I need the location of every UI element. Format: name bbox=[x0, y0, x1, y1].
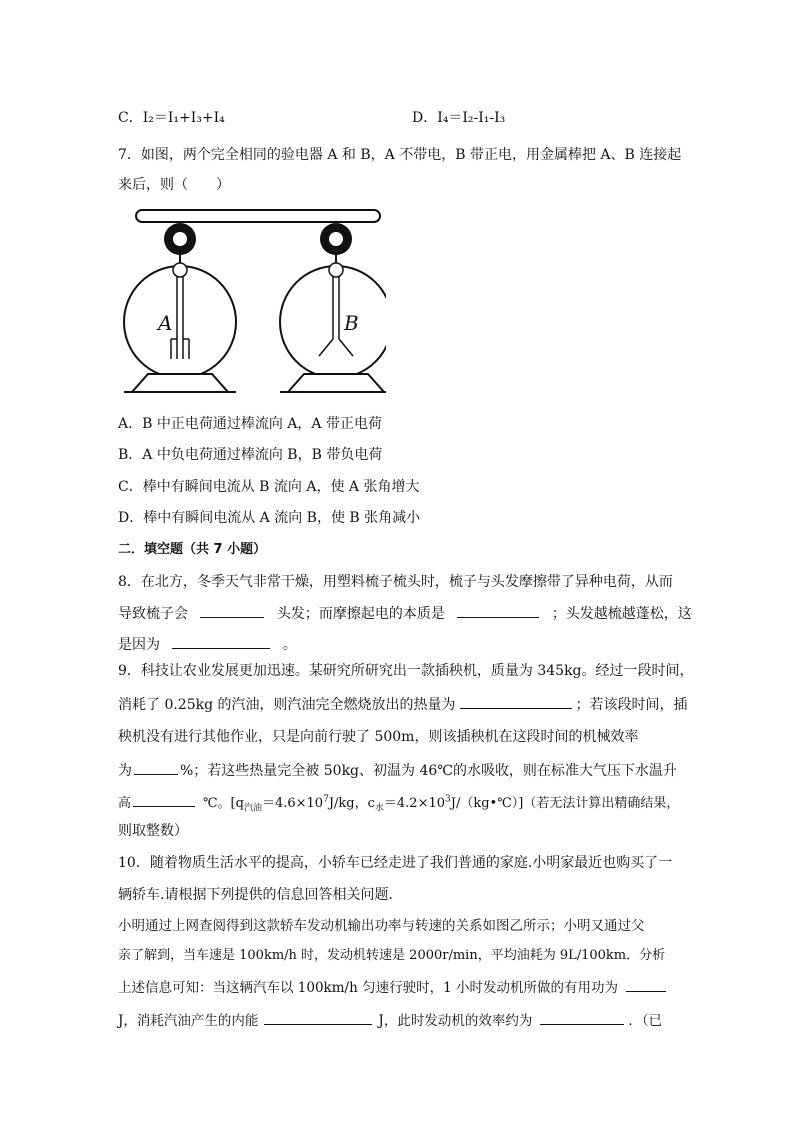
q9-line5 bbox=[118, 792, 679, 814]
q10-text-d: ．（已 bbox=[628, 1013, 663, 1029]
q9-line4 bbox=[118, 760, 677, 781]
q7-option-a: A．B 中正电荷通过棒流向 A，A 带正电荷 bbox=[118, 416, 382, 432]
q10-blank-1[interactable] bbox=[626, 977, 666, 992]
q9-text-b: ；若该段时间，插 bbox=[575, 697, 688, 713]
q9-sup-1: 7 bbox=[323, 794, 329, 805]
q8-text-b: 头发；而摩擦起电的本质是 bbox=[276, 606, 445, 622]
q9-blank-2[interactable] bbox=[134, 760, 178, 775]
q7-option-d: D．棒中有瞬间电流从 A 流向 B，使 B 张角减小 bbox=[118, 510, 421, 526]
q10-line1: 10．随着物质生活水平的提高，小轿车已经走进了我们普通的家庭.小明家最近也购买了一 bbox=[118, 855, 673, 871]
q8-line1: 8．在北方，冬季天气非常干燥，用塑料梳子梳头时，梳子与头发摩擦带了异种电荷，从而 bbox=[118, 574, 673, 590]
q7-option-c: C．棒中有瞬间电流从 B 流向 A，使 A 张角增大 bbox=[118, 479, 420, 495]
q10-text-a: 上述信息可知：当这辆汽车以 100km/h 匀速行驶时，1 小时发动机所做的有用功为 bbox=[118, 980, 618, 996]
q7-stem-line1: 7．如图，两个完全相同的验电器 A 和 B，A 不带电，B 带正电，用金属棒把 A、B 连接起 bbox=[118, 147, 682, 163]
electroscope-b bbox=[280, 223, 386, 392]
q10-line4: 亲了解到，当车速是 100km/h 时，发动机转速是 2000r/min，平均油耗为 9L/100km．分析 bbox=[118, 948, 666, 963]
q9-text-f: ℃。[q bbox=[203, 796, 244, 811]
q9-blank-1[interactable] bbox=[460, 694, 572, 709]
option-d-prev: D．I₄＝I₂-I₁-I₃ bbox=[412, 110, 506, 126]
q8-blank-3[interactable] bbox=[172, 634, 270, 649]
q9-line3: 秧机没有进行其他作业，只是向前行驶了 500m，则该插秧机在这段时间的机械效率 bbox=[118, 729, 639, 745]
option-c-prev: C．I₂＝I₁+I₃+I₄ bbox=[118, 110, 225, 126]
q10-line5 bbox=[118, 977, 666, 998]
label-a: A bbox=[158, 311, 173, 335]
q10-text-b: J，消耗汽油产生的内能 bbox=[118, 1013, 259, 1029]
q9-text-g: ＝4.6×10 bbox=[261, 796, 324, 811]
metal-rod bbox=[136, 210, 380, 222]
electroscope-a bbox=[124, 223, 236, 392]
q9-sub-2: 水 bbox=[374, 803, 384, 814]
q8-text-a: 导致梳子会 bbox=[118, 606, 188, 622]
q10-line3: 小明通过上网查阅得到这款轿车发动机输出功率与转速的关系如图乙所示；小明又通过父 bbox=[118, 918, 645, 934]
q7-stem-line2: 来后，则（ ） bbox=[118, 177, 230, 193]
q8-blank-1[interactable] bbox=[200, 603, 264, 618]
q9-sub-1: 汽油 bbox=[243, 803, 262, 814]
section-title: 二．填空题（共 7 小题） bbox=[118, 542, 267, 557]
q9-line1: 9．科技让农业发展更加迅速。某研究所研究出一款插秧机，质量为 345kg。经过一段时间， bbox=[118, 663, 694, 679]
q10-blank-3[interactable] bbox=[540, 1010, 624, 1025]
q9-text-i: ＝4.2×10 bbox=[383, 796, 446, 811]
q9-text-c: 为 bbox=[118, 763, 132, 779]
q9-line2 bbox=[118, 694, 688, 715]
q7-option-b: B．A 中负电荷通过棒流向 B，B 带负电荷 bbox=[118, 447, 383, 463]
q10-line2: 辆轿车.请根据下列提供的信息回答相关问题． bbox=[118, 887, 403, 903]
q8-text-c: ；头发越梳越蓬松，这 bbox=[551, 606, 692, 622]
q8-line2 bbox=[118, 603, 692, 624]
q9-text-a: 消耗了 0.25kg 的汽油，则汽油完全燃烧放出的热量为 bbox=[118, 697, 456, 713]
q9-text-e: 高 bbox=[118, 796, 132, 811]
q10-blank-2[interactable] bbox=[264, 1010, 372, 1025]
q8-text-d: 是因为 bbox=[118, 637, 160, 653]
q9-blank-3[interactable] bbox=[133, 792, 195, 807]
electroscope-diagram bbox=[118, 204, 386, 398]
q9-text-d: %；若这些热量完全被 50kg、初温为 46℃的水吸收，则在标准大气压下水温升 bbox=[180, 763, 677, 779]
label-b: B bbox=[344, 311, 359, 335]
q8-line3 bbox=[118, 634, 297, 655]
q9-line6: 则取整数） bbox=[118, 823, 188, 839]
q9-sup-2: 3 bbox=[445, 794, 451, 805]
q8-text-e: 。 bbox=[282, 637, 297, 653]
q8-blank-2[interactable] bbox=[457, 603, 539, 618]
q10-line6 bbox=[118, 1010, 662, 1031]
q10-text-c: J，此时发动机的效率约为 bbox=[378, 1013, 533, 1029]
q9-text-h: J/kg，c bbox=[328, 796, 375, 811]
q9-text-j: J/（kg•℃）]（若无法计算出精确结果， bbox=[450, 796, 680, 811]
